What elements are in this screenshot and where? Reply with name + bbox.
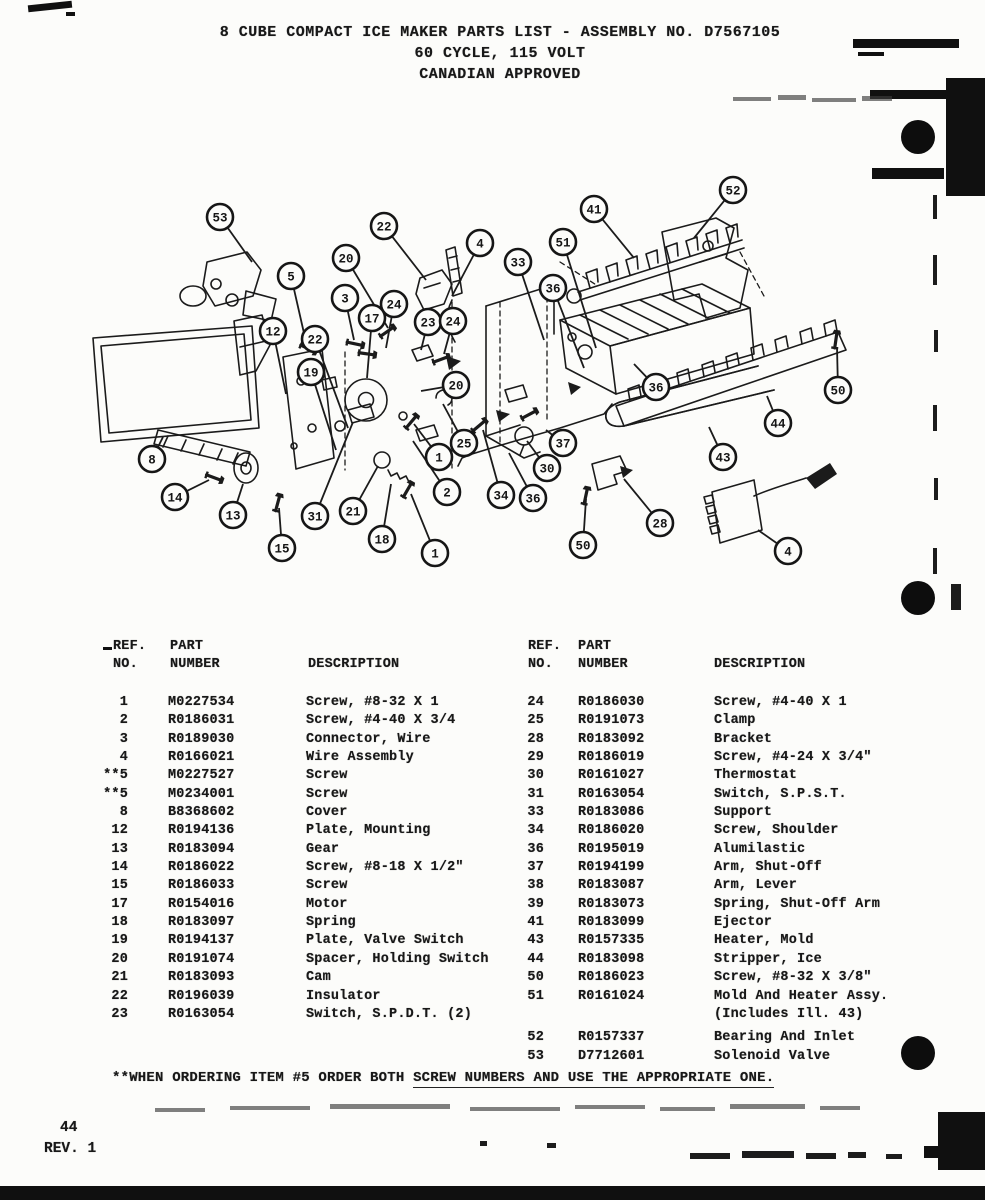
ref-cell: 24: [527, 695, 544, 710]
part-cell: R0186033: [168, 878, 235, 894]
scan-artifact: [103, 647, 112, 650]
scan-artifact: [470, 1107, 560, 1111]
ref-cell: 19: [111, 933, 128, 949]
svg-text:4: 4: [476, 237, 484, 252]
desc-cell: Screw, #4-40 X 1: [714, 695, 847, 710]
desc-cell: Insulator: [306, 988, 381, 1004]
desc-cell: Clamp: [714, 713, 756, 729]
part-cell: R0183094: [168, 841, 235, 857]
svg-text:14: 14: [167, 491, 183, 506]
scan-edge-band: [946, 78, 985, 196]
scan-artifact: [886, 1154, 902, 1159]
footnote-underlined-text: SCREW NUMBERS AND USE THE APPROPRIATE ONE.: [413, 1070, 775, 1086]
part-cell: M0234001: [168, 786, 235, 802]
part-cell: R0157335: [578, 933, 645, 949]
desc-cell: Screw: [306, 786, 348, 802]
scan-artifact: [924, 1146, 942, 1158]
ref-cell: 29: [527, 750, 544, 766]
part-cell: R0194137: [168, 933, 235, 949]
ref-cell: 23: [111, 1006, 128, 1022]
part-cell: R0186022: [168, 860, 235, 876]
part-cell: R0163054: [578, 786, 645, 802]
svg-text:20: 20: [448, 379, 464, 394]
part-cell: M0227527: [168, 768, 235, 784]
ref-cell: 41: [527, 915, 544, 931]
screw-drawing: [205, 322, 842, 512]
part-cell: R0191073: [578, 713, 645, 729]
part-cell: R0191074: [168, 951, 235, 967]
desc-cell: Screw: [306, 768, 348, 784]
part-cell: R0189030: [168, 731, 235, 747]
scan-artifact: [933, 195, 937, 219]
wire-assembly-drawing: [704, 463, 837, 543]
part-cell: R0194199: [578, 860, 645, 876]
scan-artifact: [690, 1153, 730, 1159]
scan-artifact: [806, 1153, 836, 1159]
svg-text:15: 15: [274, 542, 290, 557]
callout-21: [340, 466, 378, 524]
ref-cell: 3: [119, 731, 128, 747]
ref-cell: 8: [119, 805, 128, 821]
part-cell: R0154016: [168, 896, 235, 912]
ref-cell: 33: [527, 805, 544, 821]
svg-text:24: 24: [445, 315, 461, 330]
motor-and-switch-drawing: [335, 345, 438, 482]
desc-cell: Screw, #8-32 X 3/8": [714, 970, 872, 986]
part-cell: R0186020: [578, 823, 645, 839]
table-row: [100, 1006, 510, 1024]
table-row: [512, 951, 932, 969]
ref-cell: 12: [111, 823, 128, 839]
callout-14: [162, 480, 209, 510]
callout-24: [440, 308, 466, 354]
ref-cell: 4: [119, 750, 128, 766]
svg-text:13: 13: [225, 509, 241, 524]
desc-cell: Bracket: [714, 731, 773, 747]
callout-4: [758, 530, 801, 564]
ref-cell: 38: [527, 878, 544, 894]
part-cell: R0163054: [168, 1006, 235, 1022]
svg-text:36: 36: [648, 381, 664, 396]
part-header: PART: [170, 639, 204, 654]
shutoff-arm-drawing: [458, 404, 612, 466]
page-title: 8 CUBE COMPACT ICE MAKER PARTS LIST - ASSEMBLY NO. D7567105: [219, 24, 781, 41]
scan-artifact: [480, 1141, 487, 1146]
scan-artifact: [230, 1106, 310, 1110]
ref-cell: 20: [111, 951, 128, 967]
part-cell: R0183092: [578, 731, 645, 747]
svg-text:1: 1: [431, 547, 439, 562]
footnote-text: **WHEN ORDERING ITEM #5 ORDER BOTH: [112, 1070, 414, 1086]
scan-artifact: [853, 39, 959, 48]
ref-header: REF.: [113, 639, 147, 654]
table-row: [512, 731, 932, 749]
revision-label: REV. 1: [44, 1141, 97, 1157]
part-cell: R0183097: [168, 915, 235, 931]
svg-text:36: 36: [545, 282, 561, 297]
desc-cell: Screw: [306, 878, 348, 894]
svg-text:24: 24: [386, 298, 402, 313]
svg-text:44: 44: [770, 417, 786, 432]
part-header: PART: [578, 639, 612, 654]
insulator-drawing: [416, 270, 452, 310]
callout-18: [369, 484, 395, 552]
table-row: [512, 859, 932, 877]
callout-37: [546, 430, 576, 456]
svg-text:18: 18: [374, 533, 390, 548]
callout-50: [570, 499, 596, 558]
svg-text:28: 28: [652, 517, 668, 532]
desc-cell: Mold And Heater Assy. (Includes Ill. 43): [714, 988, 932, 1025]
scan-artifact: [933, 255, 937, 285]
desc-cell: Support: [714, 805, 773, 821]
part-cell: M0227534: [168, 695, 235, 710]
part-cell: R0196039: [168, 988, 235, 1004]
callout-15: [269, 508, 295, 561]
svg-text:52: 52: [725, 184, 741, 199]
part-cell: R0161027: [578, 768, 645, 784]
callout-22: [371, 213, 426, 280]
table-row: [512, 969, 932, 987]
ref-cell: 39: [527, 896, 544, 912]
svg-text:21: 21: [345, 505, 361, 520]
desc-cell: Motor: [306, 896, 348, 912]
desc-cell: Spacer, Holding Switch: [306, 951, 489, 967]
part-cell: R0186031: [168, 713, 235, 729]
svg-text:22: 22: [376, 220, 392, 235]
table-row: [100, 749, 510, 767]
svg-text:3: 3: [341, 292, 349, 307]
svg-text:23: 23: [420, 316, 436, 331]
scan-dot: [901, 120, 935, 154]
svg-text:1: 1: [435, 451, 443, 466]
callout-3: [332, 285, 358, 340]
desc-cell: Heater, Mold: [714, 933, 814, 949]
table-row: [100, 822, 510, 840]
ref-header-2: NO.: [528, 657, 553, 672]
svg-text:50: 50: [830, 384, 846, 399]
page-number: 44: [60, 1120, 78, 1136]
scan-artifact: [812, 98, 856, 102]
scan-artifact: [330, 1104, 450, 1109]
ref-cell: 2: [119, 713, 128, 729]
desc-cell: Plate, Valve Switch: [306, 933, 464, 949]
desc-cell: Cam: [306, 970, 331, 986]
svg-text:43: 43: [715, 451, 731, 466]
table-row: [100, 932, 510, 950]
table-row: [512, 988, 932, 1025]
gear-drawing: [234, 453, 258, 483]
desc-cell: Spring: [306, 915, 356, 931]
ref-cell: 43: [527, 933, 544, 949]
callout-23: [415, 309, 441, 350]
ref-cell: 52: [527, 1030, 544, 1046]
scan-edge-band: [938, 1112, 985, 1170]
desc-cell: Switch, S.P.S.T.: [714, 786, 847, 802]
svg-text:19: 19: [303, 366, 319, 381]
part-cell: R0161024: [578, 988, 645, 1004]
table-row: [100, 914, 510, 932]
part-cell: R0183098: [578, 951, 645, 967]
callout-43: [709, 427, 736, 470]
ref-cell: 13: [111, 841, 128, 857]
part-cell: R0186030: [578, 695, 645, 710]
callout-28: [624, 479, 673, 536]
scan-artifact: [858, 52, 884, 56]
ref-cell: 44: [527, 951, 544, 967]
cover-drawing: [93, 326, 259, 466]
desc-cell: Alumilastic: [714, 841, 806, 857]
desc-cell-line2: (Includes Ill. 43): [714, 1006, 864, 1022]
desc-cell: Screw, #4-40 X 3/4: [306, 713, 456, 729]
svg-text:41: 41: [586, 203, 602, 218]
desc-cell: Ejector: [714, 915, 773, 931]
title-block: [20, 22, 980, 85]
ref-cell: 18: [111, 915, 128, 931]
table-row: [100, 841, 510, 859]
callout-13: [220, 484, 246, 528]
desc-cell: Connector, Wire: [306, 731, 431, 747]
table-row: [100, 969, 510, 987]
callout-52: [694, 177, 746, 238]
table-row: [512, 932, 932, 950]
desc-cell: Stripper, Ice: [714, 951, 822, 967]
scan-dot: [901, 581, 935, 615]
table-row: [100, 731, 510, 749]
title-subline-approval: CANADIAN APPROVED: [419, 66, 581, 83]
svg-text:37: 37: [555, 437, 571, 452]
desc-cell: Plate, Mounting: [306, 823, 431, 839]
table-row: [512, 896, 932, 914]
part-cell: R0183087: [578, 878, 645, 894]
ref-cell: 14: [111, 860, 128, 876]
ref-cell: **5: [103, 786, 128, 802]
table-row: [512, 1029, 932, 1047]
part-header-2: NUMBER: [170, 657, 220, 672]
part-cell: R0186019: [578, 750, 645, 766]
table-row: [512, 786, 932, 804]
scan-artifact: [872, 168, 944, 179]
svg-text:51: 51: [555, 236, 571, 251]
bearing-inlet-drawing: [662, 218, 748, 318]
table-header: [512, 638, 932, 676]
svg-text:12: 12: [265, 325, 281, 340]
part-cell: R0186023: [578, 970, 645, 986]
svg-text:30: 30: [539, 462, 555, 477]
table-row: [100, 694, 510, 712]
part-cell: R0166021: [168, 750, 235, 766]
desc-cell: Switch, S.P.D.T. (2): [306, 1006, 473, 1022]
ref-header-2: NO.: [113, 657, 138, 672]
ref-cell: 51: [527, 988, 544, 1004]
svg-text:34: 34: [493, 489, 509, 504]
callout-53: [207, 204, 252, 262]
desc-cell: Spring, Shut-Off Arm: [714, 896, 881, 912]
desc-cell: Gear: [306, 841, 340, 857]
svg-text:20: 20: [338, 252, 354, 267]
ref-cell: 53: [527, 1048, 544, 1064]
desc-cell: Screw, #8-32 X 1: [306, 695, 439, 710]
desc-cell: Cover: [306, 805, 348, 821]
title-subline-voltage: 60 CYCLE, 115 VOLT: [414, 45, 586, 62]
scan-artifact: [733, 97, 771, 101]
description-header: DESCRIPTION: [308, 657, 400, 672]
part-cell: R0157337: [578, 1030, 645, 1046]
callout-balloons: [139, 177, 851, 566]
ref-cell: **5: [103, 768, 128, 784]
table-row: [512, 712, 932, 730]
svg-text:2: 2: [443, 486, 451, 501]
callout-8: [139, 437, 165, 472]
ref-cell: 22: [111, 988, 128, 1004]
part-cell: R0183073: [578, 896, 645, 912]
scan-artifact: [730, 1104, 805, 1109]
table-row: [100, 804, 510, 822]
ref-cell: 34: [527, 823, 544, 839]
callout-41: [581, 196, 634, 258]
part-cell: R0194136: [168, 823, 235, 839]
table-row: [100, 767, 510, 785]
ref-header: REF.: [528, 639, 562, 654]
scan-artifact: [862, 96, 892, 101]
ref-cell: 30: [527, 768, 544, 784]
ref-cell: 1: [119, 695, 128, 710]
table-row: [512, 841, 932, 859]
scan-artifact: [778, 95, 806, 100]
svg-text:25: 25: [456, 437, 472, 452]
description-header: DESCRIPTION: [714, 657, 806, 672]
ref-cell: 36: [527, 841, 544, 857]
svg-text:4: 4: [784, 545, 792, 560]
table-row: [100, 859, 510, 877]
scan-artifact: [28, 1, 72, 13]
scan-artifact: [66, 12, 75, 16]
scan-artifact: [547, 1143, 556, 1148]
ref-cell: 28: [527, 731, 544, 747]
scan-artifact: [742, 1151, 794, 1158]
scan-artifact: [660, 1107, 715, 1111]
parts-table-left: [100, 638, 510, 1024]
ref-cell: 15: [111, 878, 128, 894]
scan-artifact: [848, 1152, 866, 1158]
ref-cell: 21: [111, 970, 128, 986]
scan-artifact: [933, 548, 937, 574]
table-row: [100, 896, 510, 914]
table-row: [512, 822, 932, 840]
scan-artifact: [934, 478, 938, 500]
table-row: [100, 877, 510, 895]
svg-text:17: 17: [364, 312, 380, 327]
scan-artifact: [155, 1108, 205, 1112]
table-row: [512, 1048, 932, 1066]
callout-20: [421, 372, 469, 398]
callout-1: [414, 424, 452, 470]
table-body: [100, 694, 510, 1024]
svg-text:31: 31: [307, 510, 323, 525]
desc-cell: Solenoid Valve: [714, 1048, 831, 1064]
part-header-2: NUMBER: [578, 657, 628, 672]
table-row: [512, 767, 932, 785]
desc-cell: Screw, #8-18 X 1/2": [306, 860, 464, 876]
solenoid-valve-drawing: [180, 252, 276, 375]
svg-text:53: 53: [212, 211, 228, 226]
exploded-parts-diagram: [60, 170, 900, 640]
part-cell: R0183086: [578, 805, 645, 821]
table-row: [512, 914, 932, 932]
ref-cell: 17: [111, 896, 128, 912]
part-cell: R0183093: [168, 970, 235, 986]
desc-cell: Wire Assembly: [306, 750, 414, 766]
table-row: [512, 749, 932, 767]
desc-cell: Bearing And Inlet: [714, 1030, 856, 1046]
callout-44: [765, 396, 791, 436]
part-cell: B8368602: [168, 805, 235, 821]
table-row: [100, 712, 510, 730]
svg-text:22: 22: [307, 333, 323, 348]
table-row: [100, 951, 510, 969]
table-body: [512, 694, 932, 1066]
callout-36: [634, 364, 669, 400]
part-cell: R0183099: [578, 915, 645, 931]
svg-text:5: 5: [287, 270, 295, 285]
svg-text:33: 33: [510, 256, 526, 271]
table-row: [512, 694, 932, 712]
scan-artifact: [951, 584, 961, 610]
callout-19: [298, 359, 336, 450]
desc-cell: Screw, Shoulder: [714, 823, 839, 839]
desc-cell: Thermostat: [714, 768, 798, 784]
table-header: [100, 638, 510, 676]
ref-cell: 31: [527, 786, 544, 802]
desc-cell: Arm, Lever: [714, 878, 798, 894]
ordering-footnote: [112, 1070, 774, 1086]
scan-artifact: [934, 330, 938, 352]
svg-text:8: 8: [148, 453, 156, 468]
table-row: [100, 988, 510, 1006]
ref-cell: 25: [527, 713, 544, 729]
scan-dot: [901, 1036, 935, 1070]
svg-text:50: 50: [575, 539, 591, 554]
ref-cell: 50: [527, 970, 544, 986]
desc-cell: Arm, Shut-Off: [714, 860, 822, 876]
table-row: [100, 786, 510, 804]
part-cell: R0195019: [578, 841, 645, 857]
svg-text:36: 36: [525, 492, 541, 507]
parts-table-right: [512, 638, 932, 1066]
part-cell: D7712601: [578, 1048, 645, 1064]
scan-artifact: [933, 405, 937, 431]
table-row: [512, 877, 932, 895]
ref-cell: 37: [527, 860, 544, 876]
scan-artifact: [575, 1105, 645, 1109]
scan-bottom-bar: [0, 1186, 985, 1200]
callout-34: [483, 430, 514, 508]
scan-artifact: [820, 1106, 860, 1110]
desc-cell: Screw, #4-24 X 3/4": [714, 750, 872, 766]
table-row: [512, 804, 932, 822]
